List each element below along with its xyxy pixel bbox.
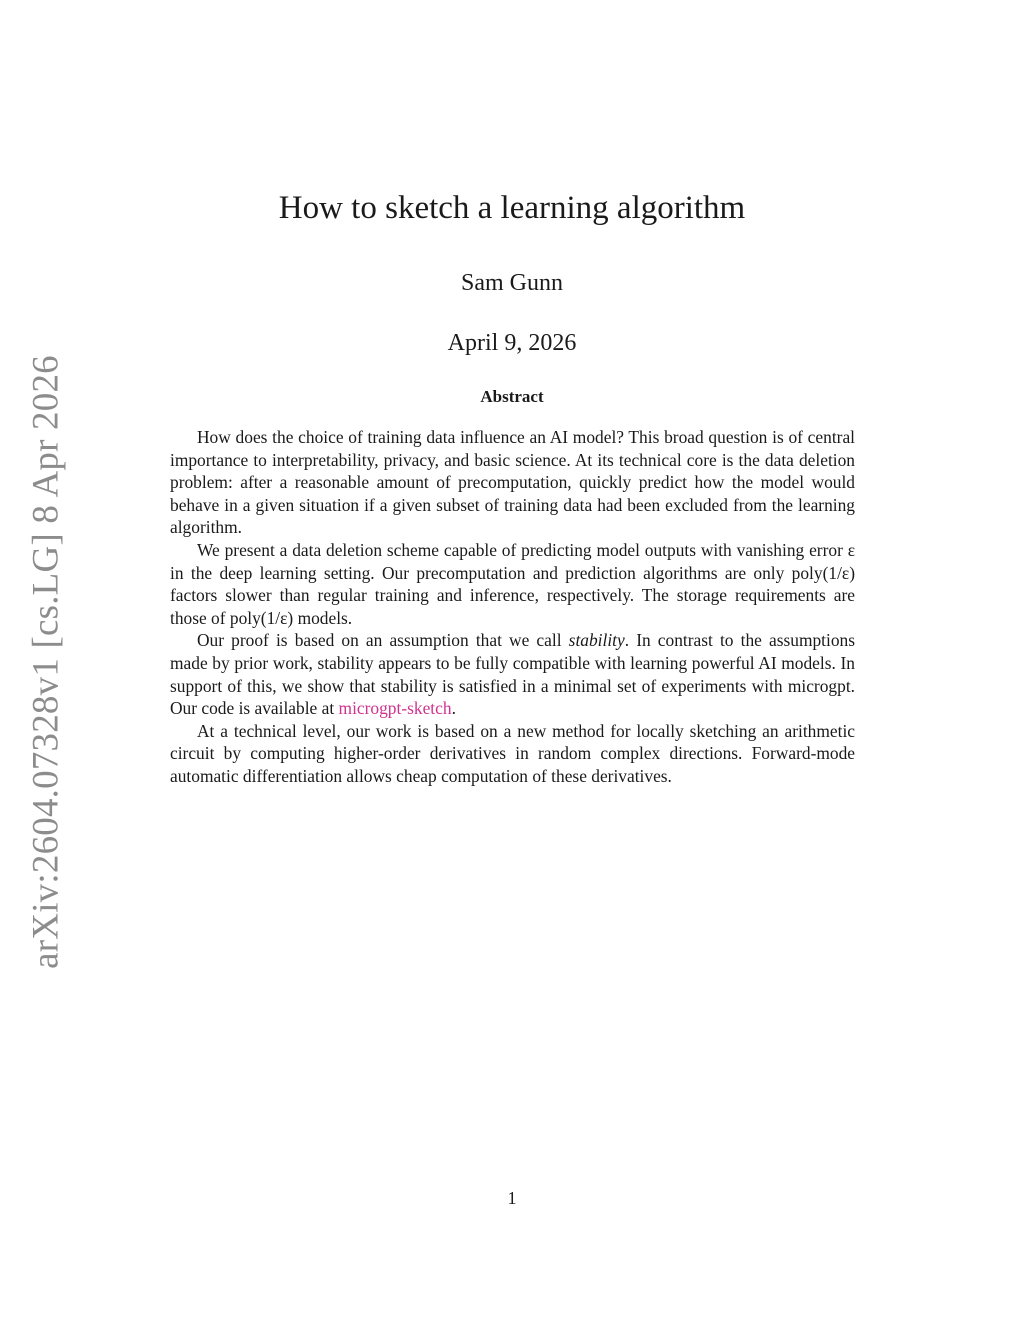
page-number: 1 <box>507 1188 517 1208</box>
abstract-paragraph-4: At a technical level, our work is based on a new method for locally sketching an arithmetic circuit by computing higher-order derivatives in random complex directions. Forward-mode automatic differentiation allows cheap computation of these derivatives. <box>170 720 855 786</box>
abstract-paragraph-2: We present a data deletion scheme capable of predicting model outputs with vanishing error ε in the deep learning setting. Our precomputation and prediction algorithms are only poly(1/ε) factors slower than regular training and inference, respectively. The storage requirements are those of poly(1/ε) models. <box>170 539 855 628</box>
abstract-paragraph-1: How does the choice of training data influence an AI model? This broad question is of central importance to interpretability, privacy, and basic science. At its technical core is the data deletion problem: after a reasonable amount of precomputation, quickly predict how the model would behave in a given situation if a given subset of training data had been excluded from the learning algorithm. <box>170 427 855 538</box>
abstract-paragraph-3 <box>170 629 855 719</box>
abstract-p3-text-start: Our proof is based on an assumption that we call <box>197 630 562 651</box>
author-name: Sam Gunn <box>461 270 563 296</box>
abstract-p3-text-middle: . In contrast to the assumptions made by prior work, stability appears to be fully compatible with learning powerful AI models. In support of this, we show that stability is satisfied in a minimal set of experiments with microgpt. Our code is available at <box>170 630 855 719</box>
abstract-body <box>170 426 855 788</box>
arxiv-identifier-text: arXiv:2604.07328v1 [cs.LG] 8 Apr 2026 <box>25 355 67 969</box>
abstract-heading: Abstract <box>480 387 544 406</box>
microgpt-sketch-link[interactable]: microgpt-sketch <box>338 698 452 719</box>
abstract-p3-text-end: . <box>451 698 456 719</box>
paper-title: How to sketch a learning algorithm <box>278 190 746 226</box>
stability-term: stability <box>568 630 625 651</box>
publication-date: April 9, 2026 <box>447 330 577 356</box>
